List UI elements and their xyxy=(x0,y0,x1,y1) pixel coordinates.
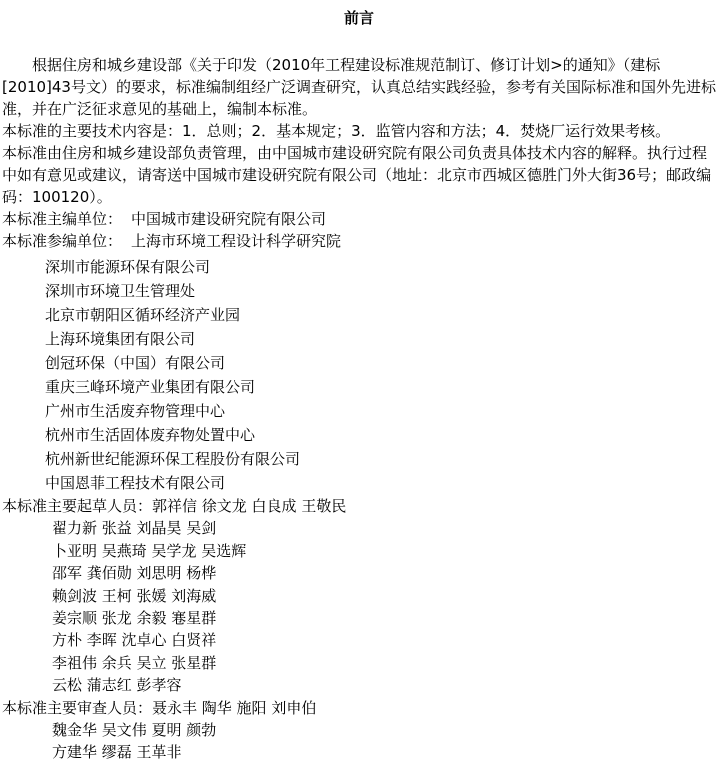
participating-label: 本标准参编单位： xyxy=(2,232,123,250)
participating-unit: 杭州新世纪能源环保工程股份有限公司 xyxy=(45,450,301,468)
participating-first-unit: 上海市环境工程设计科学研究院 xyxy=(131,232,342,250)
chief-editor-line xyxy=(2,208,716,230)
participating-unit: 杭州市生活固体废弃物处置中心 xyxy=(45,426,256,444)
participating-unit: 北京市朝阳区循环经济产业园 xyxy=(45,306,241,324)
participating-unit: 重庆三峰环境产业集团有限公司 xyxy=(45,378,256,396)
drafter-names-row: 翟力新 张益 刘晶昊 吴剑 xyxy=(52,519,217,538)
drafter-names-row: 姜宗顺 张龙 余毅 寋星群 xyxy=(52,609,217,628)
drafters-first-names: 郭祥信 徐文龙 白良成 王敬民 xyxy=(152,497,347,515)
contents-paragraph: 本标准的主要技术内容是：1．总则；2．基本规定；3．监管内容和方法；4．焚烧厂运行效果考核。 xyxy=(2,122,671,140)
drafter-names-row: 邵军 龚佰勋 刘思明 杨桦 xyxy=(52,564,217,583)
management-paragraph: 本标准由住房和城乡建设部负责管理，由中国城市建设研究院有限公司负责具体技术内容的解释。执行过程中如有意见或建议，请寄送中国城市建设研究院有限公司（地址：北京市西城区德胜门外大街36号；邮政编码：100120）。 xyxy=(2,144,712,206)
participating-unit: 创冠环保（中国）有限公司 xyxy=(45,354,226,372)
reviewers-names-list xyxy=(2,719,716,764)
drafters-label: 本标准主要起草人员： xyxy=(2,497,153,515)
chief-editor-value: 中国城市建设研究院有限公司 xyxy=(131,210,327,228)
participating-units-list xyxy=(2,255,716,495)
participating-unit: 深圳市环境卫生管理处 xyxy=(45,282,196,300)
reviewer-names-row: 魏金华 吴文伟 夏明 颜勃 xyxy=(52,721,217,740)
drafter-names-row: 李祖伟 余兵 吴立 张星群 xyxy=(52,653,217,672)
drafter-names-row: 云松 蒲志红 彭孝容 xyxy=(52,676,182,695)
reviewers-line xyxy=(2,697,716,719)
drafter-names-row: 赖剑波 王柯 张媛 刘海威 xyxy=(52,586,217,605)
participating-unit: 深圳市能源环保有限公司 xyxy=(45,258,211,276)
drafters-line xyxy=(2,495,716,517)
chief-editor-label: 本标准主编单位： xyxy=(2,210,123,228)
participating-line xyxy=(2,230,716,252)
reviewer-names-row: 方建华 缪磊 王革非 xyxy=(52,743,182,762)
drafter-names-row: 卜亚明 吴燕琦 吴学龙 吴选辉 xyxy=(52,541,247,560)
drafter-names-row: 方朴 李晖 沈卓心 白贤祥 xyxy=(52,631,217,650)
reviewers-first-names: 聂永丰 陶华 施阳 刘申伯 xyxy=(152,698,317,717)
participating-unit: 中国恩菲工程技术有限公司 xyxy=(45,474,226,492)
participating-unit: 上海环境集团有限公司 xyxy=(45,330,196,348)
intro-paragraph: 根据住房和城乡建设部《关于印发（2010年工程建设标准规范制订、修订计划>的通知》（建标[2010]43号文）的要求，标准编制组经广泛调查研究，认真总结实践经验，参考有关国际标准和国外先进标准，并在广泛征求意见的基础上，编制本标准。 xyxy=(2,56,716,118)
page-title: 前言 xyxy=(343,9,374,27)
participating-unit: 广州市生活废弃物管理中心 xyxy=(45,402,226,420)
reviewers-label: 本标准主要审查人员： xyxy=(2,698,153,717)
drafters-names-list xyxy=(2,517,716,696)
